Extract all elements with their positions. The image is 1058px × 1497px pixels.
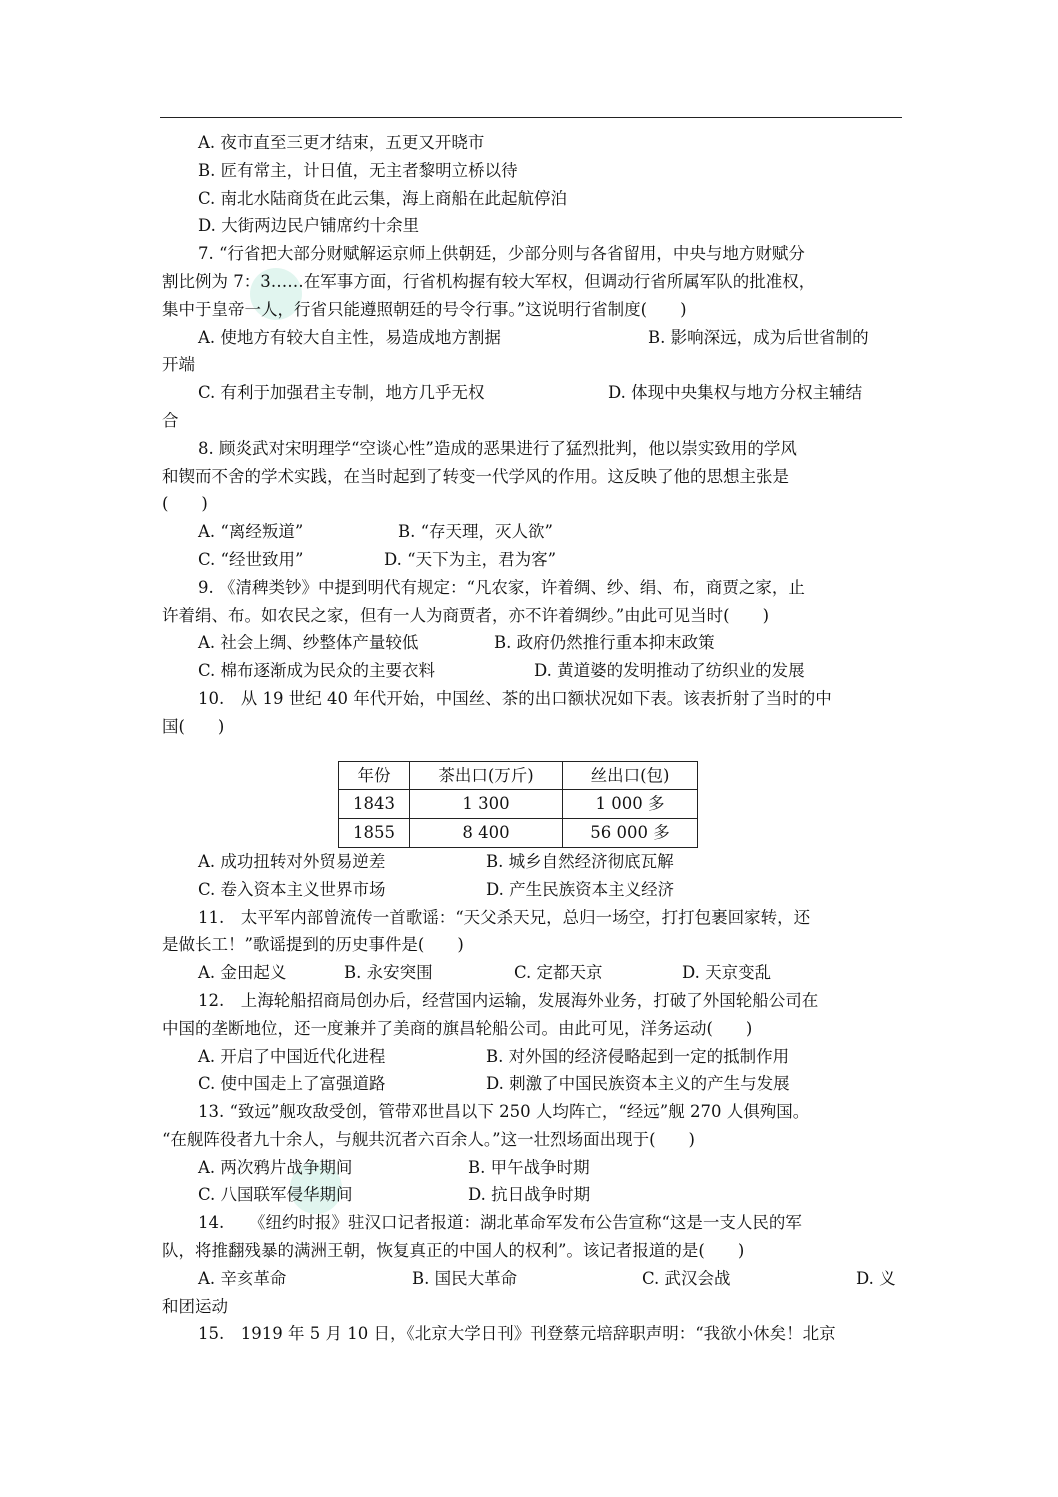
text-segment: 中国的垄断地位，还一度兼并了美商的旗昌轮船公司。由此可见，洋务运动( ) [162,1018,753,1038]
text-line [162,931,902,959]
text-segment: D. 产生民族资本主义经济 [486,879,675,899]
text-line [162,904,902,932]
text-segment: 许着绢、布。如农民之家，但有一人为商贾者，亦不许着绸纱。”由此可见当时( ) [162,605,770,625]
text-line [162,212,902,240]
text-segment: B. 城乡自然经济彻底瓦解 [486,851,674,871]
table-cell: 1 000 多 [563,790,698,819]
text-segment: 队，将推翻残暴的满洲王朝，恢复真正的中国人的权利”。该记者报道的是( ) [162,1241,745,1261]
text-segment: A. 辛亥革命 [198,1268,287,1288]
text-line [162,129,902,157]
table-cell: 1855 [339,819,410,848]
text-line [162,1320,902,1348]
text-line [162,518,902,546]
table-header-cell: 茶出口(万斤) [410,761,563,790]
text-segment: C. 武汉会战 [642,1268,731,1288]
text-segment: B. 匠有常主，计日值，无主者黎明立桥以待 [198,160,518,180]
text-segment: B. “存天理，灭人欲” [398,522,553,542]
text-segment: D. 天京变乱 [682,963,772,983]
questions-block-2 [162,848,902,1348]
text-line [162,1015,902,1043]
text-line [162,876,902,904]
text-line [162,240,902,268]
text-line [162,602,902,630]
text-line [162,685,902,713]
text-segment: C. 棉布逐渐成为民众的主要衣料 [198,661,436,681]
text-segment: 是做长工！”歌谣提到的历史事件是( ) [162,935,464,955]
text-segment: C. 使中国走上了富强道路 [198,1074,386,1094]
text-segment: D. 体现中央集权与地方分权主辅结 [608,383,863,403]
text-line [162,463,902,491]
text-segment: B. 永安突围 [344,963,433,983]
table-cell: 8 400 [410,819,563,848]
text-line [162,1265,902,1293]
text-line [162,987,902,1015]
text-segment: 13. “致远”舰攻敌受创，管带邓世昌以下 250 人均阵亡，“经远”舰 270 人俱殉国。 [198,1102,810,1122]
text-segment: D. “天下为主，君为客” [384,549,557,569]
text-line [162,657,902,685]
text-line [162,1098,902,1126]
text-line [162,1181,902,1209]
text-segment: 12. 上海轮船招商局创办后，经营国内运输，发展海外业务，打破了外国轮船公司在 [198,990,819,1010]
text-segment: C. 有利于加强君主专制，地方几乎无权 [198,383,485,403]
text-line [162,268,902,296]
text-line [162,296,902,324]
text-line [162,157,902,185]
text-line [162,1070,902,1098]
text-line [162,379,902,407]
text-segment: B. 对外国的经济侵略起到一定的抵制作用 [486,1046,790,1066]
text-segment: 和团运动 [162,1296,228,1316]
text-segment: ( ) [162,494,208,514]
text-segment: B. 影响深远，成为后世省制的 [648,327,869,347]
text-segment: 割比例为 7：3……在军事方面，行省机构握有较大军权，但调动行省所属军队的批准权， [162,271,816,291]
table-cell: 1 300 [410,790,563,819]
text-line [162,435,902,463]
text-segment: A. 开启了中国近代化进程 [198,1046,386,1066]
text-segment: C. “经世致用” [198,549,304,569]
text-segment: A. 社会上绸、纱整体产量较低 [198,633,419,653]
text-segment: C. 南北水陆商货在此云集，海上商船在此起航停泊 [198,188,568,208]
text-line [162,1126,902,1154]
text-segment: A. 金田起义 [198,963,287,983]
table-header-row [339,761,698,790]
text-segment: D. 黄道婆的发明推动了纺织业的发展 [534,661,805,681]
text-line [162,546,902,574]
text-segment: B. 政府仍然推行重本抑末政策 [494,633,715,653]
text-segment: C. 卷入资本主义世界市场 [198,879,386,899]
text-segment: 合 [162,410,179,430]
text-segment: 8. 顾炎武对宋明理学“空谈心性”造成的恶果进行了猛烈批判，他以崇实致用的学风 [198,438,797,458]
text-segment: A. “离经叛道” [198,522,304,542]
text-line [162,1209,902,1237]
text-segment: 9. 《清稗类钞》中提到明代有规定：“凡农家，许着绸、纱、绢、布，商贾之家，止 [198,577,805,597]
text-line [162,1237,902,1265]
text-line [162,1154,902,1182]
text-line [162,1043,902,1071]
text-line [162,351,902,379]
text-line [162,629,902,657]
text-line [162,848,902,876]
text-segment: D. 大街两边民户铺席约十余里 [198,216,420,236]
text-segment: D. 抗日战争时期 [468,1185,591,1205]
table-row [339,790,698,819]
table-row [339,819,698,848]
text-segment: 10. 从 19 世纪 40 年代开始，中国丝、茶的出口额状况如下表。该表折射了当时的中 [198,688,832,708]
text-segment: 国( ) [162,716,225,736]
text-segment: A. 使地方有较大自主性，易造成地方割据 [198,327,501,347]
text-segment: D. 刺激了中国民族资本主义的产生与发展 [486,1074,790,1094]
text-segment: 集中于皇帝一人，行省只能遵照朝廷的号令行事。”这说明行省制度( ) [162,299,687,319]
text-line [162,407,902,435]
text-segment: C. 定都天京 [514,963,603,983]
text-segment: 11. 太平军内部曾流传一首歌谣：“天父杀天兄，总归一场空，打打包裹回家转，还 [198,907,811,927]
table-header-cell: 年份 [339,761,410,790]
export-table [338,761,698,848]
questions-block-1 [162,129,902,741]
text-segment: B. 国民大革命 [412,1268,518,1288]
text-line [162,574,902,602]
text-segment: “在舰阵役者九十余人，与舰共沉者六百余人。”这一壮烈场面出现于( ) [162,1129,695,1149]
text-segment: 开端 [162,355,195,375]
text-segment: A. 夜市直至三更才结束，五更又开晓市 [198,133,485,152]
table-header-cell: 丝出口(包) [563,761,698,790]
text-segment: A. 两次鸦片战争期间 [198,1157,353,1177]
text-line [162,490,902,518]
text-segment: 和锲而不舍的学术实践，在当时起到了转变一代学风的作用。这反映了他的思想主张是 [162,466,789,486]
text-segment: B. 甲午战争时期 [468,1157,590,1177]
text-segment: 15. 1919 年 5 月 10 日，《北京大学日刊》刊登蔡元培辞职声明：“我欲小休矣！北京 [198,1324,836,1344]
text-segment: C. 八国联军侵华期间 [198,1185,353,1205]
text-segment: A. 成功扭转对外贸易逆差 [198,851,386,871]
text-line [162,1293,902,1321]
text-segment: 7. “行省把大部分财赋解运京师上供朝廷，少部分则与各省留用，中央与地方财赋分 [198,244,805,264]
header-rule [160,117,902,118]
table-cell: 56 000 多 [563,819,698,848]
text-segment: D. 义 [856,1268,896,1288]
text-line [162,959,902,987]
text-line [162,324,902,352]
table-cell: 1843 [339,790,410,819]
text-line [162,713,902,741]
text-line [162,185,902,213]
text-segment: 14. 《纽约时报》驻汉口记者报道：湖北革命军发布公告宣称“这是一支人民的军 [198,1213,802,1233]
question-text [162,129,902,1348]
